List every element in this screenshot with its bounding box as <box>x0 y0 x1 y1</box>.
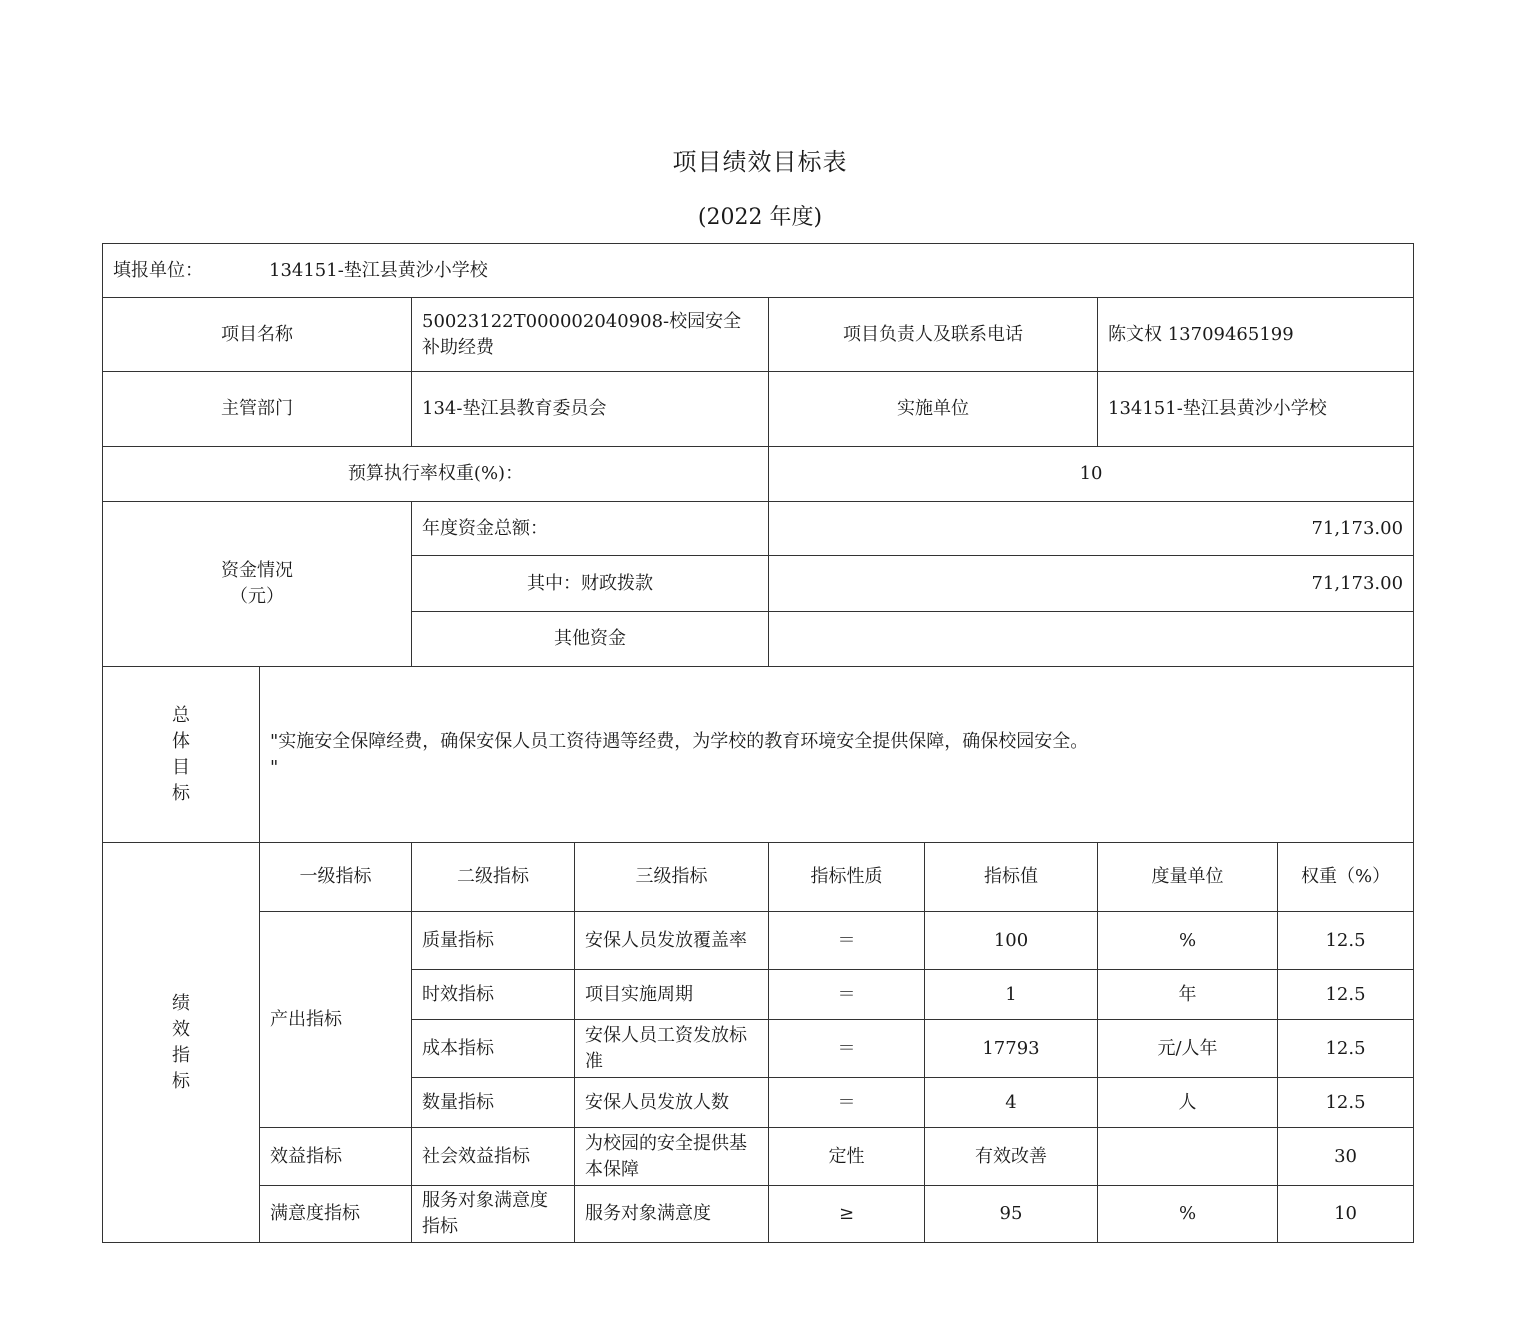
cell-level2: 成本指标 <box>412 1020 575 1078</box>
cell-level2: 服务对象满意度指标 <box>412 1186 575 1243</box>
goal-text-line2: " <box>270 756 279 778</box>
cell-nature: ＝ <box>769 1020 925 1078</box>
cell-level1: 满意度指标 <box>260 1186 412 1243</box>
indicator-label-char: 效 <box>172 1018 190 1040</box>
cell-weight: 30 <box>1278 1128 1414 1186</box>
project-row <box>103 298 1414 372</box>
goal-label-char: 目 <box>172 756 190 778</box>
goal-row <box>103 667 1414 843</box>
header-level2: 二级指标 <box>412 843 575 912</box>
cell-value: 95 <box>925 1186 1098 1243</box>
cell-level3: 服务对象满意度 <box>575 1186 769 1243</box>
indicator-header-row <box>103 843 1414 912</box>
goal-label-char: 体 <box>172 730 190 752</box>
unit-label: 填报单位： <box>113 259 203 281</box>
unit-row <box>103 244 1414 298</box>
cell-value: 17793 <box>925 1020 1098 1078</box>
cell-level1: 效益指标 <box>260 1128 412 1186</box>
header-weight: 权重（%） <box>1278 843 1414 912</box>
dept-value: 134-垫江县教育委员会 <box>412 372 769 447</box>
cell-level3: 安保人员发放覆盖率 <box>575 912 769 970</box>
cell-unit: 年 <box>1098 970 1278 1020</box>
cell-level3: 为校园的安全提供基本保障 <box>575 1128 769 1186</box>
cell-unit: 元/人年 <box>1098 1020 1278 1078</box>
indicator-label-char: 标 <box>172 1070 190 1092</box>
goal-text-line1: "实施安全保障经费，确保安保人员工资待遇等经费，为学校的教育环境安全提供保障，确保校园安全。 <box>270 730 1089 752</box>
cell-level2: 时效指标 <box>412 970 575 1020</box>
funds-other-label: 其他资金 <box>412 612 769 667</box>
page-subtitle: (2022 年度) <box>697 205 823 230</box>
cell-unit: % <box>1098 912 1278 970</box>
header-value: 指标值 <box>925 843 1098 912</box>
project-contact-value: 陈文权 13709465199 <box>1098 298 1414 372</box>
cell-unit: 人 <box>1098 1078 1278 1128</box>
funds-label-line2: （元） <box>230 586 284 607</box>
performance-target-table <box>102 243 1414 1243</box>
unit-value: 134151-垫江县黄沙小学校 <box>269 259 488 281</box>
project-name-label: 项目名称 <box>103 298 412 372</box>
funds-fiscal-value: 71,173.00 <box>769 556 1414 612</box>
funds-total-row <box>103 502 1414 556</box>
cell-level2: 社会效益指标 <box>412 1128 575 1186</box>
cell-level3: 项目实施周期 <box>575 970 769 1020</box>
dept-label: 主管部门 <box>103 372 412 447</box>
budget-row <box>103 447 1414 502</box>
unit-cell <box>103 244 1414 298</box>
cell-value: 有效改善 <box>925 1128 1098 1186</box>
cell-weight: 12.5 <box>1278 1020 1414 1078</box>
header-unit: 度量单位 <box>1098 843 1278 912</box>
funds-label-line1: 资金情况 <box>221 560 293 581</box>
cell-value: 4 <box>925 1078 1098 1128</box>
cell-weight: 12.5 <box>1278 1078 1414 1128</box>
impl-unit-value: 134151-垫江县黄沙小学校 <box>1098 372 1414 447</box>
cell-level3: 安保人员工资发放标准 <box>575 1020 769 1078</box>
table-row <box>103 912 1414 970</box>
funds-other-value <box>769 612 1414 667</box>
indicator-label <box>103 843 260 1243</box>
table-row <box>103 1128 1414 1186</box>
goal-label-char: 标 <box>172 782 190 804</box>
cell-unit <box>1098 1128 1278 1186</box>
cell-weight: 12.5 <box>1278 912 1414 970</box>
project-name-value: 50023122T000002040908-校园安全补助经费 <box>412 298 769 372</box>
cell-level3: 安保人员发放人数 <box>575 1078 769 1128</box>
goal-text <box>260 667 1414 843</box>
cell-nature: 定性 <box>769 1128 925 1186</box>
cell-nature: ＝ <box>769 970 925 1020</box>
header-level1: 一级指标 <box>260 843 412 912</box>
cell-value: 1 <box>925 970 1098 1020</box>
project-contact-label: 项目负责人及联系电话 <box>769 298 1098 372</box>
goal-label-char: 总 <box>172 704 190 726</box>
funds-total-label: 年度资金总额： <box>412 502 769 556</box>
funds-label <box>103 502 412 667</box>
cell-nature: ＝ <box>769 1078 925 1128</box>
cell-level2: 质量指标 <box>412 912 575 970</box>
cell-unit: % <box>1098 1186 1278 1243</box>
cell-weight: 12.5 <box>1278 970 1414 1020</box>
cell-weight: 10 <box>1278 1186 1414 1243</box>
cell-nature: ＝ <box>769 912 925 970</box>
dept-row <box>103 372 1414 447</box>
impl-unit-label: 实施单位 <box>769 372 1098 447</box>
funds-total-value: 71,173.00 <box>769 502 1414 556</box>
budget-rate-value: 10 <box>769 447 1414 502</box>
indicator-label-char: 绩 <box>172 992 190 1014</box>
goal-label <box>103 667 260 843</box>
cell-nature: ≥ <box>769 1186 925 1243</box>
page-title: 项目绩效目标表 <box>672 148 848 176</box>
header-level3: 三级指标 <box>575 843 769 912</box>
cell-level2: 数量指标 <box>412 1078 575 1128</box>
funds-fiscal-label: 其中：财政拨款 <box>412 556 769 612</box>
header-nature: 指标性质 <box>769 843 925 912</box>
table-row <box>103 1186 1414 1243</box>
indicator-label-char: 指 <box>172 1044 190 1066</box>
output-label: 产出指标 <box>260 912 412 1128</box>
cell-value: 100 <box>925 912 1098 970</box>
budget-rate-label: 预算执行率权重(%)： <box>103 447 769 502</box>
